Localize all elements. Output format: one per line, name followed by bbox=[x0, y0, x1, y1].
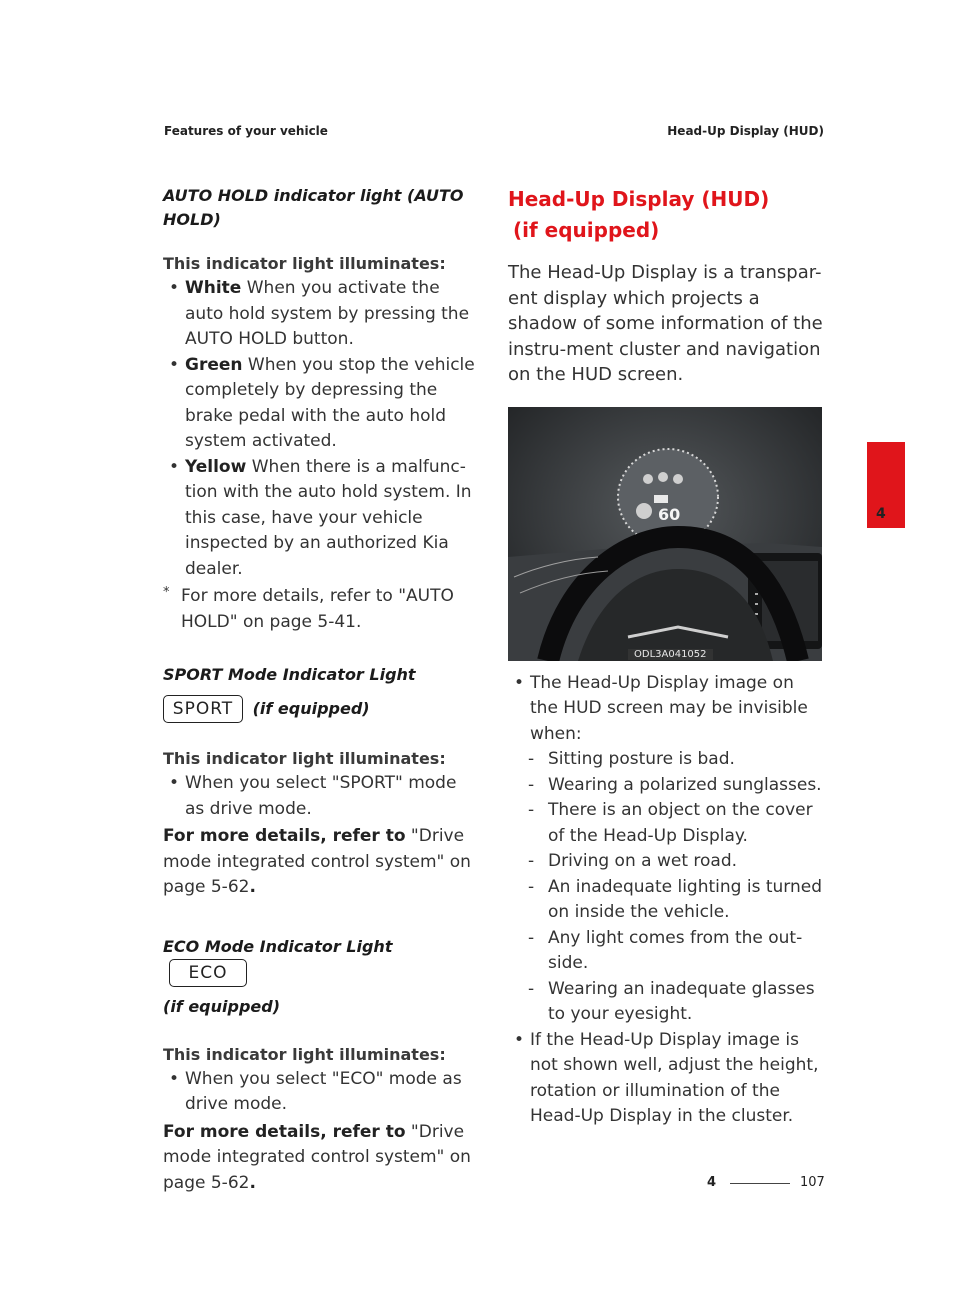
footer-divider bbox=[730, 1183, 790, 1184]
sport-title: SPORT Mode Indicator Light bbox=[163, 665, 416, 684]
chapter-tab bbox=[867, 442, 905, 528]
list-item: - Any light comes from the out-side. bbox=[528, 927, 803, 973]
sport-reference: For more details, refer to "Drive mode integrated control system" on page 5-62. bbox=[163, 826, 471, 897]
hud-photo bbox=[508, 407, 822, 661]
bullet-icon: • bbox=[169, 773, 180, 793]
eco-indicator-icon: ECO bbox=[169, 959, 247, 987]
chapter-tab-number: 4 bbox=[876, 506, 886, 522]
eco-reference: For more details, refer to "Drive mode integrated control system" on page 5-62. bbox=[163, 1121, 471, 1193]
eco-title-row bbox=[163, 935, 481, 987]
sport-intro: This indicator light illuminates: bbox=[163, 749, 446, 768]
hud-description: The Head-Up Display is a transpar-ent display which projects a shadow of some information of the instru-ment cluster and navigation on the HUD screen. bbox=[508, 262, 823, 385]
asterisk-icon: * bbox=[163, 585, 170, 600]
list-item: - Sitting posture is bad. bbox=[508, 747, 826, 773]
dash-icon: - bbox=[528, 876, 535, 897]
bullet-icon: • bbox=[514, 672, 525, 693]
eco-suffix: (if equipped) bbox=[163, 996, 281, 1016]
bullet-icon: • bbox=[169, 1068, 180, 1089]
left-column bbox=[163, 184, 481, 1196]
hud-speed-text: 60 bbox=[658, 504, 681, 524]
footer-chapter: 4 bbox=[707, 1175, 717, 1190]
sport-indicator-icon: SPORT bbox=[163, 695, 243, 723]
auto-hold-title: AUTO HOLD indicator light (AUTO HOLD) bbox=[163, 186, 464, 229]
dash-icon: - bbox=[528, 978, 535, 999]
hud-illustration bbox=[508, 407, 822, 661]
auto-hold-note: * For more details, refer to "AUTO HOLD" on page 5-41. bbox=[163, 584, 481, 635]
dash-icon: - bbox=[528, 927, 535, 948]
dash-icon: - bbox=[528, 851, 535, 871]
running-header-section: Features of your vehicle bbox=[164, 124, 328, 138]
list-item: - Wearing a polarized sunglasses. bbox=[508, 773, 826, 799]
bullet-icon: • bbox=[169, 278, 180, 298]
dash-icon: - bbox=[528, 800, 535, 820]
eco-intro: This indicator light illuminates: bbox=[163, 1044, 446, 1064]
sport-title-row bbox=[163, 695, 481, 723]
list-item: - Driving on a wet road. bbox=[508, 849, 826, 875]
image-code: ODL3A041052 bbox=[628, 649, 713, 660]
sport-suffix: (if equipped) bbox=[252, 698, 370, 718]
bullet-icon: • bbox=[169, 456, 180, 477]
list-item: • White When you activate the auto hold system by pressing the AUTO HOLD button. bbox=[169, 278, 470, 349]
hud-title: Head-Up Display (HUD) (if equipped) bbox=[508, 187, 770, 242]
list-item: • When you select "SPORT" mode as drive mode. bbox=[169, 773, 457, 819]
list-item: - An inadequate lighting is turned on inside the vehicle. bbox=[528, 876, 822, 922]
list-item: - There is an object on the cover of the Head-Up Display. bbox=[528, 800, 813, 846]
list-item: • Yellow When there is a malfunc-tion with the auto hold system. In this case, have your vehicle inspected by an authorized Kia dealer. bbox=[169, 456, 472, 579]
eco-title: ECO Mode Indicator Light bbox=[163, 936, 393, 956]
bullet-icon: • bbox=[514, 1029, 525, 1050]
list-item: • If the Head-Up Display image is not shown well, adjust the height, rotation or illumination of the Head-Up Display in the cluster. bbox=[514, 1029, 819, 1126]
dash-icon: - bbox=[528, 749, 535, 769]
page-number: 107 bbox=[800, 1175, 825, 1190]
auto-hold-intro: This indicator light illuminates: bbox=[163, 254, 446, 273]
list-item: - Wearing an inadequate glasses to your eyesight. bbox=[528, 978, 815, 1024]
right-column bbox=[508, 184, 826, 1130]
running-header-topic: Head-Up Display (HUD) bbox=[667, 124, 824, 138]
bullet-icon: • bbox=[169, 354, 180, 375]
list-item: • When you select "ECO" mode as drive mode. bbox=[169, 1068, 462, 1114]
dash-icon: - bbox=[528, 774, 535, 795]
list-item: • The Head-Up Display image on the HUD screen may be invisible when: bbox=[514, 672, 808, 744]
list-item: • Green When you stop the vehicle completely by depressing the brake pedal with the auto hold system activated. bbox=[169, 354, 475, 451]
